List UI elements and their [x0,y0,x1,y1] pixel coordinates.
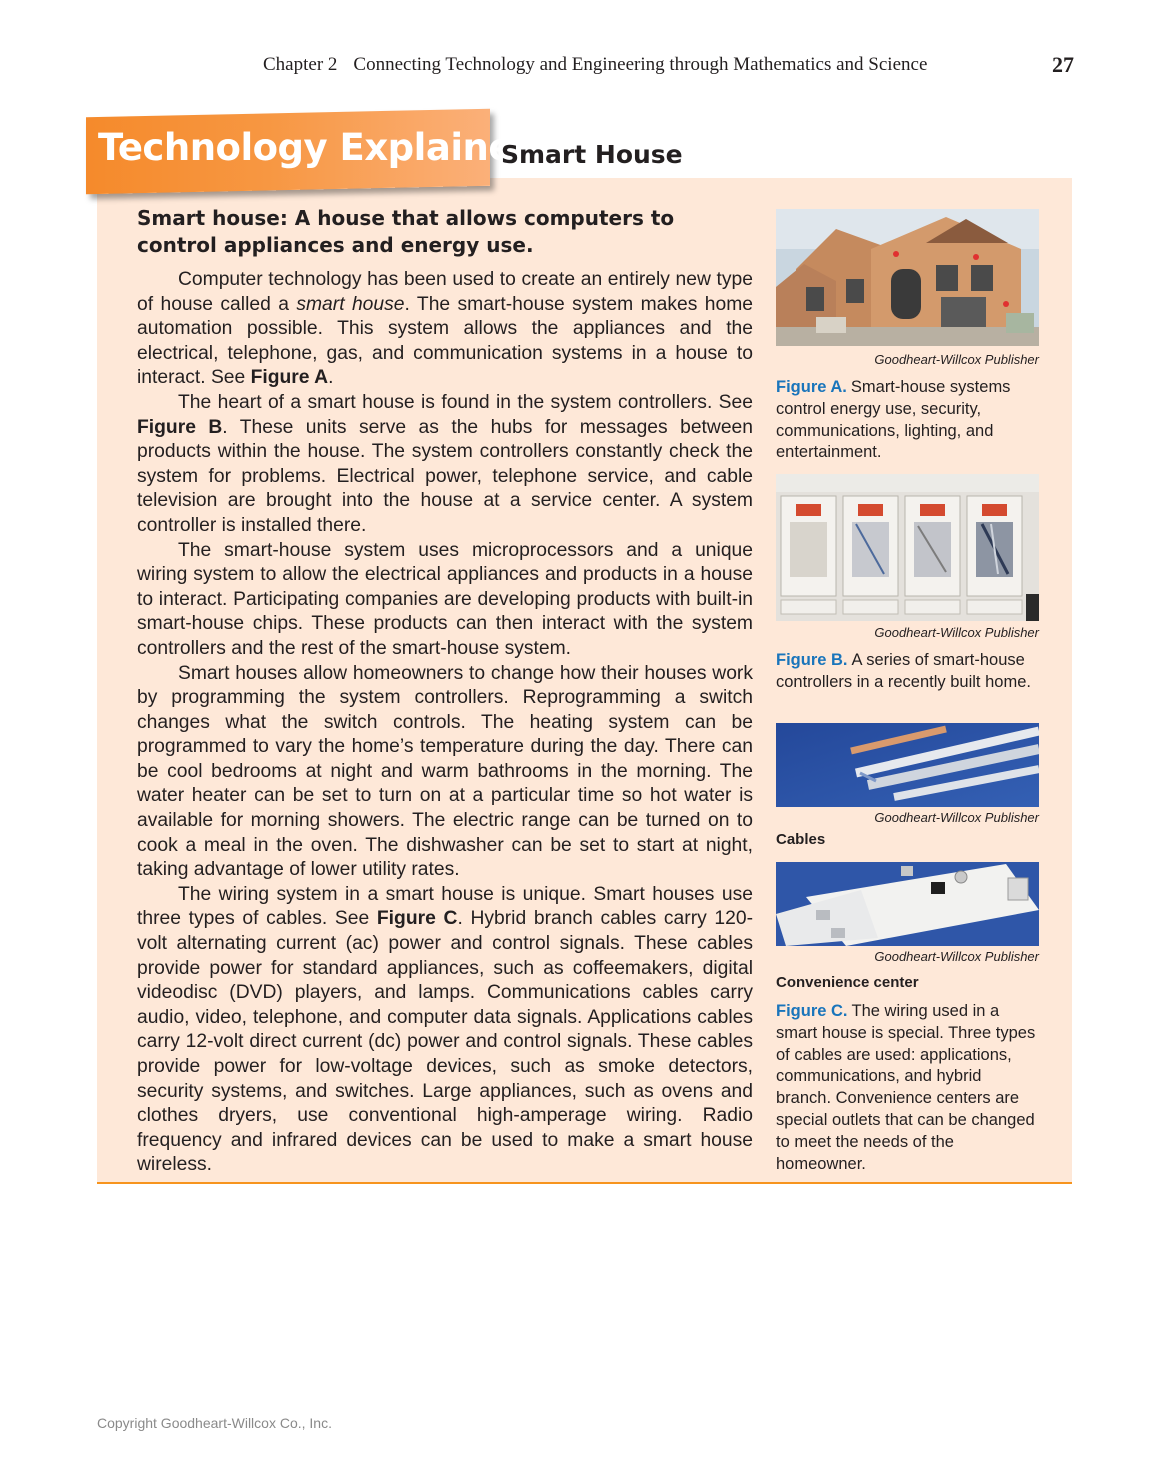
figure-a-label: Figure A. [776,378,847,396]
definition-heading: Smart house: A house that allows computers to control appliances and energy use. [137,206,675,257]
cables-label: Cables [776,831,826,848]
figure-b-label: Figure B. [776,651,848,669]
figure-b-caption: Figure B. A series of smart-house controllers in a recently built home. [776,651,1031,691]
figure-a-photo [776,209,1039,346]
figure-c-center-photo [776,862,1039,946]
figure-c-label: Figure C. [776,1002,848,1020]
copyright-notice: Copyright Goodheart-Willcox Co., Inc. [97,1415,332,1431]
paragraph-3: The smart-house system uses microprocessors and a unique wiring system to allow the electrical appliances and products in a house to interact. Participating companies are developing products with built-in smart-house chips. These products can then interact with the system controllers and the rest of the smart-house system. [137,539,753,659]
figure-b-photo [776,474,1039,621]
figure-a-caption: Figure A. Smart-house systems control energy use, security, communications, lighting, and entertainment. [776,378,1011,462]
page-number: 27 [1052,52,1074,77]
figure-c-center-credit: Goodheart-Willcox Publisher [874,949,1039,964]
term-italic: smart house [296,293,405,315]
figure-c-cables-credit: Goodheart-Willcox Publisher [874,810,1039,825]
main-text-column [137,205,753,1178]
figure-b-credit: Goodheart-Willcox Publisher [874,625,1039,640]
convenience-center-label: Convenience center [776,974,919,991]
figure-b-reference: Figure B [137,416,223,438]
paragraph-2: The heart of a smart house is found in the system controllers. See Figure B. These units serve as the hubs for messages between products within the house. The system controllers constantly check the system for problems. Electrical power, telephone service, and cable television are brought into the house at a service center. A system controller is installed there. [137,391,753,536]
figure-c-cables-photo [776,723,1039,807]
paragraph-1: Computer technology has been used to create an entirely new type of house called a smart house. The smart-house system makes home automation possible. This system allows the appliances and the electrical, telephone, gas, and communication systems in a house to interact. See Figure A. [137,269,753,389]
figure-a-credit: Goodheart-Willcox Publisher [874,352,1039,367]
chapter-title: Connecting Technology and Engineering through Mathematics and Science [353,54,928,75]
figure-a-reference: Figure A [250,367,329,389]
figure-c-reference: Figure C [376,908,458,930]
feature-subtitle: Smart House [501,140,683,169]
paragraph-4: Smart houses allow homeowners to change how their houses work by programming the system controllers. Reprogramming a switch changes what the switch controls. The heating system can be programmed to vary the home’s temperature during the day. There can be cool bedrooms at night and warm bathrooms in the morning. The water heater can be set to turn on at a particular time so hot water is available for morning showers. The electric range can be turned on to cook a meal in the oven. The dishwasher can be set to start at night, taking advantage of lower utility rates. [137,662,753,881]
chapter-label: Chapter 2 [263,54,338,75]
figure-c-caption: Figure C. The wiring used in a smart house is special. Three types of cables are used: applications, communications, and hybrid branch. Convenience centers are special outlets that can be changed to meet the needs of the homeowner. [776,1002,1036,1173]
paragraph-5: The wiring system in a smart house is unique. Smart houses use three types of cables. See Figure C. Hybrid branch cables carry 120-volt alternating current (ac) power and control signals. These cables provide power for standard appliances, such as coffeemakers, digital videodisc (DVD) players, and lamps. Communications cables carry audio, video, telephone, and computer data signals. Applications cables carry 12-volt direct current (dc) power and control signals. These cables provide power for low-voltage devices, such as smoke detectors, security systems, and switches. Large appliances, such as ovens and clothes dryers, use conventional high-amperage wiring. Radio frequency and infrared devices can be used to make a smart house wireless. [137,883,754,1176]
feature-title: Technology Explained [98,126,539,169]
running-header [263,54,1003,76]
